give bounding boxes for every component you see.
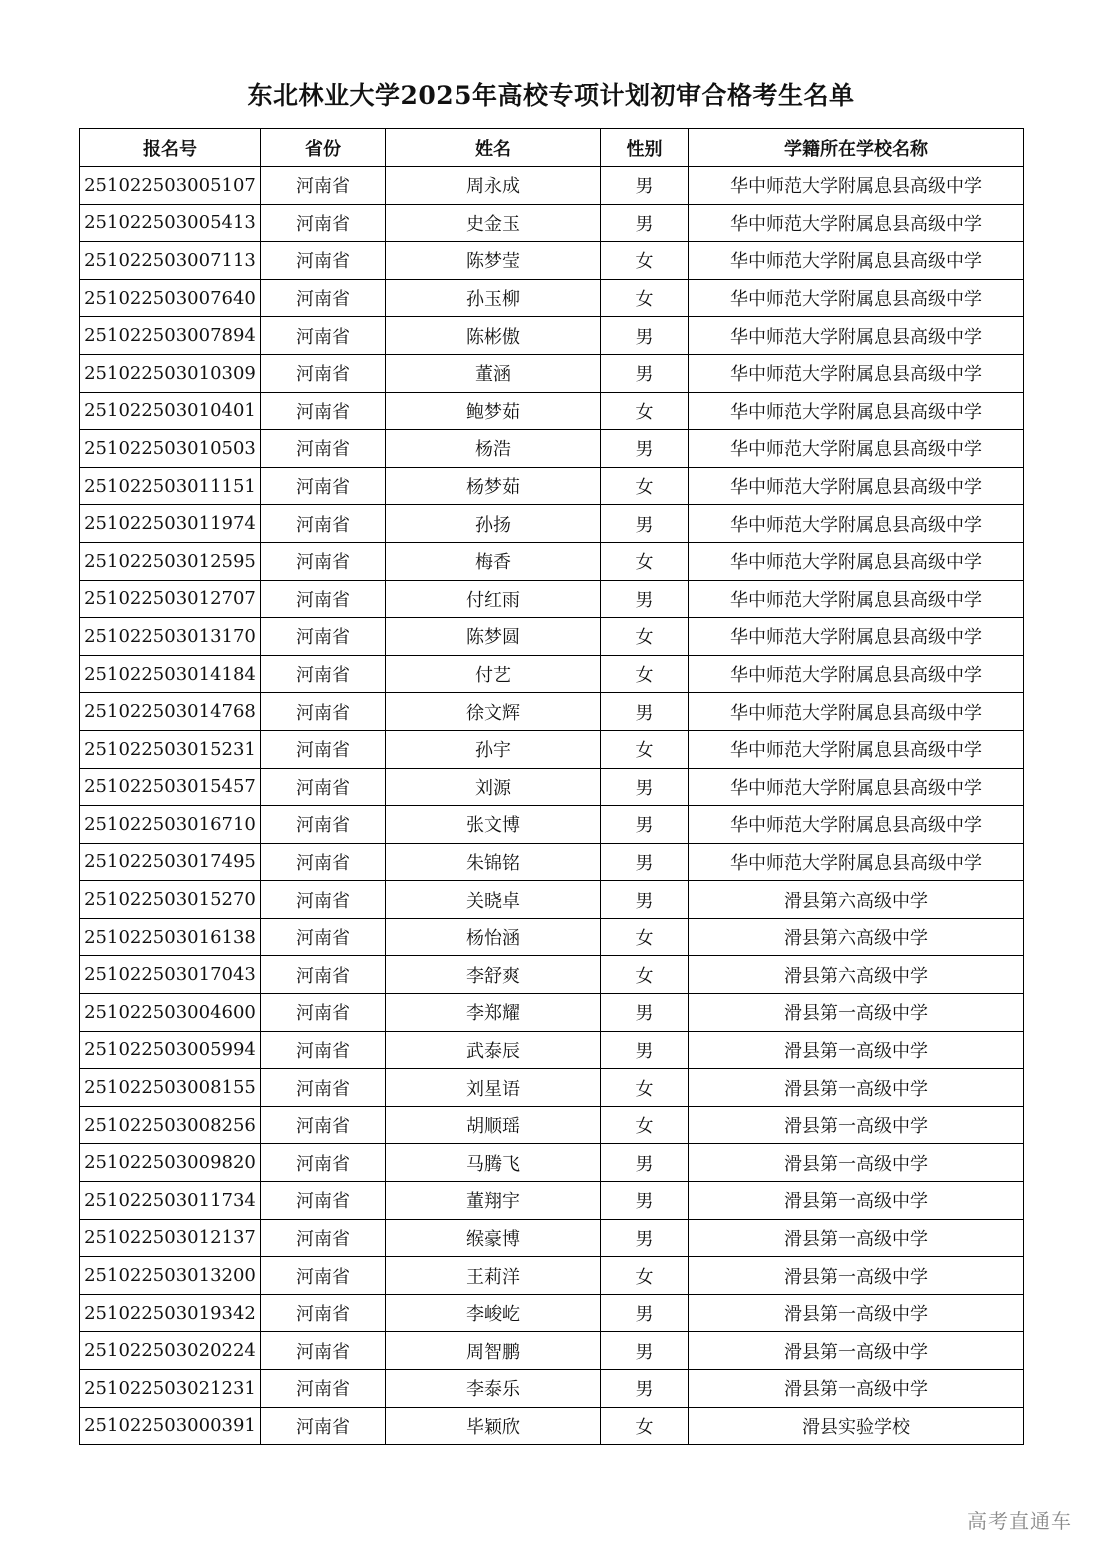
cell-registration-no: 251022503010503 [80,430,261,468]
table-row [80,843,1024,881]
cell-name: 杨浩 [386,430,601,468]
cell-name: 毕颖欣 [386,1407,601,1445]
cell-province: 河南省 [261,542,386,580]
cell-gender: 女 [601,467,689,505]
cell-province: 河南省 [261,994,386,1032]
cell-school: 华中师范大学附属息县高级中学 [689,655,1024,693]
table-row [80,918,1024,956]
column-header-name: 姓名 [386,129,601,167]
column-header-province: 省份 [261,129,386,167]
cell-school: 华中师范大学附属息县高级中学 [689,242,1024,280]
cell-registration-no: 251022503007894 [80,317,261,355]
cell-gender: 男 [601,505,689,543]
cell-school: 华中师范大学附属息县高级中学 [689,542,1024,580]
cell-province: 河南省 [261,655,386,693]
cell-gender: 男 [601,768,689,806]
cell-school: 华中师范大学附属息县高级中学 [689,279,1024,317]
cell-registration-no: 251022503005107 [80,167,261,205]
cell-registration-no: 251022503019342 [80,1294,261,1332]
cell-province: 河南省 [261,1407,386,1445]
cell-name: 李峻屹 [386,1294,601,1332]
cell-school: 滑县第一高级中学 [689,1294,1024,1332]
cell-province: 河南省 [261,1144,386,1182]
cell-gender: 女 [601,918,689,956]
cell-province: 河南省 [261,618,386,656]
table-row [80,467,1024,505]
cell-school: 滑县第一高级中学 [689,1219,1024,1257]
cell-registration-no: 251022503016710 [80,806,261,844]
table-header-row [80,129,1024,167]
cell-gender: 男 [601,1144,689,1182]
cell-registration-no: 251022503010309 [80,354,261,392]
cell-province: 河南省 [261,881,386,919]
cell-gender: 男 [601,1182,689,1220]
cell-gender: 男 [601,430,689,468]
cell-registration-no: 251022503004600 [80,994,261,1032]
table-row [80,392,1024,430]
cell-gender: 男 [601,881,689,919]
cell-gender: 男 [601,354,689,392]
table-row [80,956,1024,994]
cell-name: 史金玉 [386,204,601,242]
cell-province: 河南省 [261,806,386,844]
cell-school: 华中师范大学附属息县高级中学 [689,768,1024,806]
cell-school: 滑县第一高级中学 [689,1182,1024,1220]
cell-gender: 男 [601,806,689,844]
cell-gender: 女 [601,242,689,280]
table-row [80,1370,1024,1408]
cell-gender: 女 [601,956,689,994]
cell-school: 滑县第一高级中学 [689,1106,1024,1144]
cell-gender: 男 [601,317,689,355]
cell-school: 华中师范大学附属息县高级中学 [689,392,1024,430]
cell-registration-no: 251022503005994 [80,1031,261,1069]
cell-province: 河南省 [261,768,386,806]
cell-school: 华中师范大学附属息县高级中学 [689,354,1024,392]
cell-province: 河南省 [261,956,386,994]
cell-registration-no: 251022503013170 [80,618,261,656]
cell-name: 马腾飞 [386,1144,601,1182]
cell-school: 华中师范大学附属息县高级中学 [689,806,1024,844]
cell-registration-no: 251022503012137 [80,1219,261,1257]
table-row [80,279,1024,317]
cell-province: 河南省 [261,1332,386,1370]
table-row [80,1257,1024,1295]
cell-registration-no: 251022503015457 [80,768,261,806]
cell-registration-no: 251022503012707 [80,580,261,618]
cell-province: 河南省 [261,1069,386,1107]
column-header-school: 学籍所在学校名称 [689,129,1024,167]
cell-gender: 女 [601,618,689,656]
cell-gender: 女 [601,1257,689,1295]
cell-province: 河南省 [261,167,386,205]
cell-school: 华中师范大学附属息县高级中学 [689,430,1024,468]
cell-registration-no: 251022503016138 [80,918,261,956]
cell-province: 河南省 [261,1031,386,1069]
cell-registration-no: 251022503017495 [80,843,261,881]
cell-school: 华中师范大学附属息县高级中学 [689,167,1024,205]
cell-school: 滑县第一高级中学 [689,994,1024,1032]
cell-province: 河南省 [261,1257,386,1295]
cell-gender: 女 [601,730,689,768]
cell-registration-no: 251022503009820 [80,1144,261,1182]
table-row [80,806,1024,844]
cell-gender: 男 [601,1219,689,1257]
cell-gender: 女 [601,279,689,317]
table-row [80,881,1024,919]
cell-province: 河南省 [261,354,386,392]
cell-gender: 男 [601,1294,689,1332]
cell-name: 陈梦圆 [386,618,601,656]
table-row [80,618,1024,656]
cell-registration-no: 251022503012595 [80,542,261,580]
cell-province: 河南省 [261,204,386,242]
cell-school: 滑县第一高级中学 [689,1031,1024,1069]
table-row [80,1219,1024,1257]
cell-registration-no: 251022503020224 [80,1332,261,1370]
table-row [80,655,1024,693]
cell-school: 华中师范大学附属息县高级中学 [689,317,1024,355]
table-row [80,1294,1024,1332]
cell-name: 胡顺瑶 [386,1106,601,1144]
cell-registration-no: 251022503021231 [80,1370,261,1408]
table-row [80,1106,1024,1144]
cell-gender: 男 [601,580,689,618]
table-row [80,317,1024,355]
cell-province: 河南省 [261,505,386,543]
cell-name: 梅香 [386,542,601,580]
cell-gender: 男 [601,167,689,205]
cell-province: 河南省 [261,1370,386,1408]
table-row [80,1031,1024,1069]
cell-name: 付艺 [386,655,601,693]
cell-school: 滑县第一高级中学 [689,1257,1024,1295]
table-row [80,768,1024,806]
cell-gender: 男 [601,1332,689,1370]
page-title: 东北林业大学2025年高校专项计划初审合格考生名单 [247,81,855,110]
table-row [80,505,1024,543]
column-header-gender: 性别 [601,129,689,167]
cell-name: 徐文辉 [386,693,601,731]
cell-province: 河南省 [261,1182,386,1220]
cell-school: 华中师范大学附属息县高级中学 [689,730,1024,768]
cell-province: 河南省 [261,1294,386,1332]
cell-name: 付红雨 [386,580,601,618]
cell-province: 河南省 [261,843,386,881]
column-header-registration-no: 报名号 [80,129,261,167]
cell-name: 孙玉柳 [386,279,601,317]
cell-gender: 女 [601,1407,689,1445]
table-row [80,542,1024,580]
cell-name: 朱锦铭 [386,843,601,881]
cell-name: 陈梦莹 [386,242,601,280]
cell-province: 河南省 [261,392,386,430]
cell-registration-no: 251022503015231 [80,730,261,768]
cell-name: 孙扬 [386,505,601,543]
cell-registration-no: 251022503014184 [80,655,261,693]
cell-name: 孙宇 [386,730,601,768]
cell-name: 关晓卓 [386,881,601,919]
cell-registration-no: 251022503013200 [80,1257,261,1295]
cell-name: 李泰乐 [386,1370,601,1408]
cell-gender: 男 [601,204,689,242]
cell-province: 河南省 [261,317,386,355]
cell-registration-no: 251022503007113 [80,242,261,280]
cell-school: 华中师范大学附属息县高级中学 [689,467,1024,505]
cell-school: 华中师范大学附属息县高级中学 [689,843,1024,881]
cell-registration-no: 251022503010401 [80,392,261,430]
cell-gender: 女 [601,1106,689,1144]
cell-province: 河南省 [261,279,386,317]
table-row [80,1332,1024,1370]
cell-name: 周永成 [386,167,601,205]
cell-school: 滑县第一高级中学 [689,1332,1024,1370]
cell-name: 杨梦茹 [386,467,601,505]
cell-registration-no: 251022503017043 [80,956,261,994]
cell-province: 河南省 [261,918,386,956]
table-row [80,580,1024,618]
cell-name: 陈彬傲 [386,317,601,355]
cell-registration-no: 251022503015270 [80,881,261,919]
table-row [80,1407,1024,1445]
table-row [80,242,1024,280]
cell-name: 周智鹏 [386,1332,601,1370]
cell-province: 河南省 [261,1106,386,1144]
cell-province: 河南省 [261,1219,386,1257]
cell-school: 滑县第六高级中学 [689,918,1024,956]
cell-gender: 男 [601,693,689,731]
table-row [80,430,1024,468]
cell-registration-no: 251022503005413 [80,204,261,242]
cell-name: 刘源 [386,768,601,806]
cell-gender: 女 [601,392,689,430]
cell-registration-no: 251022503000391 [80,1407,261,1445]
cell-name: 李舒爽 [386,956,601,994]
cell-gender: 男 [601,1031,689,1069]
table-row [80,204,1024,242]
cell-school: 滑县实验学校 [689,1407,1024,1445]
table-row [80,354,1024,392]
table-row [80,1182,1024,1220]
cell-province: 河南省 [261,693,386,731]
cell-province: 河南省 [261,730,386,768]
cell-registration-no: 251022503011151 [80,467,261,505]
table-row [80,167,1024,205]
cell-school: 滑县第一高级中学 [689,1370,1024,1408]
cell-gender: 男 [601,843,689,881]
cell-province: 河南省 [261,580,386,618]
table-row [80,730,1024,768]
cell-gender: 男 [601,994,689,1032]
cell-province: 河南省 [261,430,386,468]
cell-name: 缑豪博 [386,1219,601,1257]
cell-school: 华中师范大学附属息县高级中学 [689,618,1024,656]
cell-name: 李郑耀 [386,994,601,1032]
cell-school: 滑县第六高级中学 [689,956,1024,994]
cell-gender: 男 [601,1370,689,1408]
cell-school: 滑县第一高级中学 [689,1144,1024,1182]
candidate-table [79,128,1024,1445]
cell-province: 河南省 [261,467,386,505]
cell-school: 华中师范大学附属息县高级中学 [689,580,1024,618]
watermark-text: 高考直通车 [967,1509,1072,1533]
cell-school: 滑县第一高级中学 [689,1069,1024,1107]
cell-school: 华中师范大学附属息县高级中学 [689,204,1024,242]
cell-gender: 女 [601,1069,689,1107]
table-row [80,693,1024,731]
cell-name: 武泰辰 [386,1031,601,1069]
table-body [80,167,1024,1445]
cell-name: 刘星语 [386,1069,601,1107]
cell-name: 杨怡涵 [386,918,601,956]
table-row [80,1144,1024,1182]
cell-registration-no: 251022503011734 [80,1182,261,1220]
cell-school: 滑县第六高级中学 [689,881,1024,919]
table-row [80,994,1024,1032]
cell-registration-no: 251022503008256 [80,1106,261,1144]
cell-name: 董涵 [386,354,601,392]
cell-registration-no: 251022503011974 [80,505,261,543]
cell-name: 董翔宇 [386,1182,601,1220]
cell-school: 华中师范大学附属息县高级中学 [689,505,1024,543]
cell-registration-no: 251022503008155 [80,1069,261,1107]
cell-gender: 女 [601,542,689,580]
cell-name: 鲍梦茹 [386,392,601,430]
cell-registration-no: 251022503007640 [80,279,261,317]
table-row [80,1069,1024,1107]
cell-registration-no: 251022503014768 [80,693,261,731]
cell-school: 华中师范大学附属息县高级中学 [689,693,1024,731]
cell-province: 河南省 [261,242,386,280]
cell-name: 张文博 [386,806,601,844]
cell-name: 王莉洋 [386,1257,601,1295]
cell-gender: 女 [601,655,689,693]
